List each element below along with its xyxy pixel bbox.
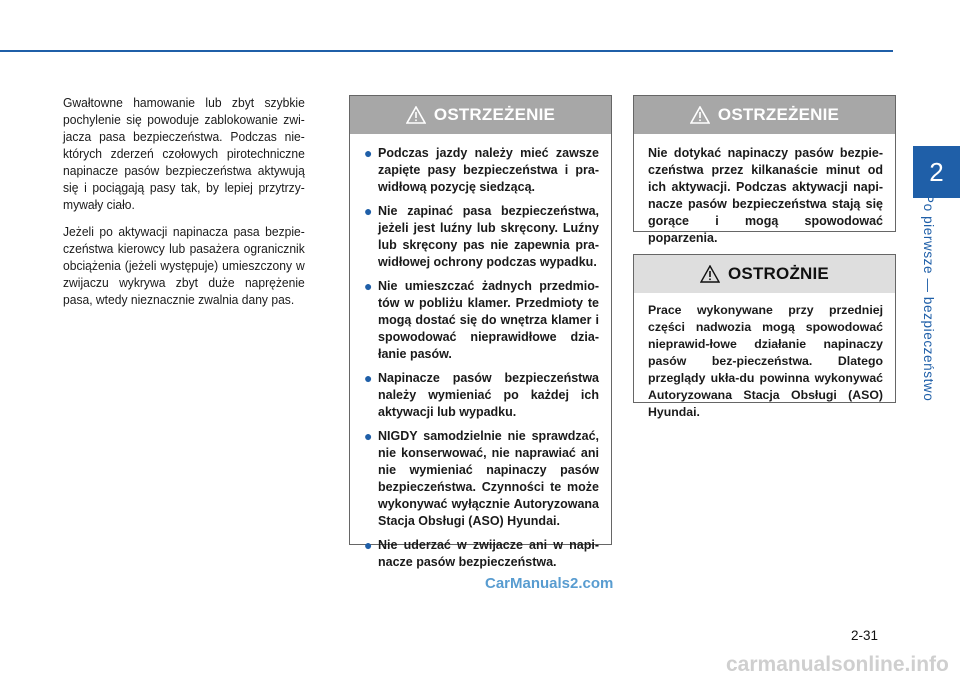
chapter-title: Po pierwsze — bezpieczeństwo — [921, 194, 936, 402]
list-item — [364, 370, 599, 421]
warning-triangle-icon — [700, 265, 720, 283]
footer-watermark: carmanualsonline.info — [726, 653, 949, 676]
chapter-tab: 2 — [913, 146, 960, 198]
list-item — [364, 203, 599, 271]
body-paragraph-2: Jeżeli po aktywacji napinacza pasa bezpie-czeństwa kierowcy lub pasażera ogranicznik obciążenia (jeżeli występuje) umieszczony w zwijaczu wykrywa zbyt duże naprężenie pasa, wtedy nieznacznie zwalnia dany pas. — [63, 224, 305, 307]
list-item — [364, 278, 599, 363]
list-item — [364, 428, 599, 530]
list-item — [364, 537, 599, 571]
warning-triangle-icon — [406, 106, 426, 124]
list-item-text: Nie uderzać w zwijacze ani w napi-nacze pasów bezpieczeństwa. — [378, 538, 599, 569]
list-item-text: Nie zapinać pasa bezpieczeństwa, jeżeli jest luźny lub skręcony. Luźny lub skręcony pas nie zapewnia pra-widłowej ochrony podczas wypadku. — [378, 204, 599, 269]
bullet-dot-icon: ● — [364, 370, 373, 386]
page-number: 2-31 — [851, 628, 879, 643]
list-item-text: NIGDY samodzielnie nie sprawdzać, nie konserwować, nie naprawiać ani nie wymieniać napinaczy pasów bezpieczeństwa. Czynności te może wykonywać wyłącznie Autoryzowana Stacja Obsługi (ASO) Hyundai. — [378, 429, 599, 528]
watermark: CarManuals2.com — [485, 575, 614, 592]
warning-box-2-header — [634, 96, 895, 134]
warning-list — [364, 145, 599, 571]
bullet-dot-icon: ● — [364, 537, 373, 553]
bullet-dot-icon: ● — [364, 278, 373, 294]
warning-box-2-text: Nie dotykać napinaczy pasów bezpie-czeństwa przez kilkanaście minut od ich aktywacji. Podczas aktywacji napi-nacze pasów bezpieczeństwa stają się gorące i mogą spowodować poparzenia. — [648, 146, 883, 245]
warning-box-1-title: OSTRZEŻENIE — [433, 105, 556, 124]
body-text — [63, 94, 305, 318]
list-item-text: Podczas jazdy należy mieć zawsze zapięte pasy bezpieczeństwa i pra-widłową pozycję siedzącą. — [378, 146, 599, 194]
body-paragraph-1: Gwałtowne hamowanie lub zbyt szybkie pochylenie się powoduje zablokowanie zwi-jacza pasa bezpieczeństwa. Podczas nie-których zderzeń czołowych pirotechniczne napinacze pasów bezpieczeństwa aktywują się i pociągają pasy tak, by lepiej przytrzy-mywały ciało. — [63, 95, 305, 212]
list-item-text: Nie umieszczać żadnych przedmio-tów w pobliżu klamer. Przedmioty te mogą dostać się do wnętrza klamer i spowodować nieprawidłowe dzia-łanie pasów. — [378, 279, 599, 361]
caution-box-title: OSTROŻNIE — [728, 264, 829, 283]
warning-box-1-header — [350, 96, 611, 134]
bullet-dot-icon: ● — [364, 428, 373, 444]
warning-box-1 — [349, 95, 612, 569]
caution-box — [633, 254, 896, 419]
list-item — [364, 145, 599, 196]
bullet-dot-icon: ● — [364, 203, 373, 219]
bullet-dot-icon: ● — [364, 145, 373, 161]
warning-box-2 — [633, 95, 896, 245]
caution-box-header — [634, 255, 895, 293]
caution-box-text: Prace wykonywane przy przedniej części nadwozia mogą spowodować nieprawid-łowe działanie napinaczy pasów bez-pieczeństwa. Dlatego przeglądy ukła-du powinna wykonywać Autoryzowana Stacja Obsługi (ASO) Hyundai. — [648, 303, 883, 419]
list-item-text: Napinacze pasów bezpieczeństwa należy wymieniać po każdej ich aktywacji lub wypadku. — [378, 371, 599, 419]
warning-box-2-title: OSTRZEŻENIE — [717, 105, 840, 124]
top-rule — [0, 50, 893, 52]
warning-triangle-icon — [690, 106, 710, 124]
